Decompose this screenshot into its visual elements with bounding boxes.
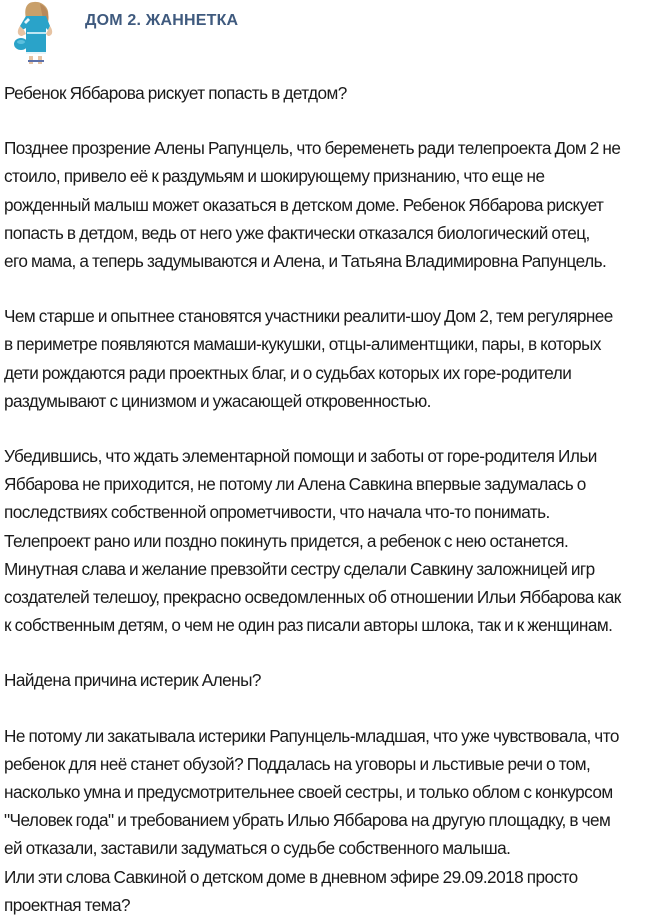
text-line: проектная тема? <box>4 894 131 915</box>
text-line: его мама, а теперь задумываются и Алена, и Татьяна Владимировна Рапунцель. <box>4 251 607 272</box>
text-line: раздумывают с цинизмом и ужасающей откровенностью. <box>4 390 431 411</box>
text-line: стоило, привело её к раздумьям и шокирующему признанию, что еще не <box>4 166 545 187</box>
post-header <box>0 0 670 70</box>
text-line: Или эти слова Савкиной о детском доме в дневном эфире 29.09.2018 просто <box>4 866 578 887</box>
text-line: к собственным детям, о чем не один раз писали авторы шлока, так и к женщинам. <box>4 615 613 636</box>
text-line: "Человек года" и требованием убрать Илью Яббарова на другую площадку, в чем <box>4 810 611 831</box>
text-line: создателей телешоу, прекрасно осведомленных об отношении Ильи Яббарова как <box>4 587 621 608</box>
text-line: дети рождаются ради проектных благ, и о судьбах которых их горе-родители <box>4 362 572 383</box>
text-line: в периметре появляются мамаши-кукушки, отцы-алиментщики, пары, в которых <box>4 334 601 355</box>
text-line: Яббарова не приходится, не потому ли Алена Савкина впервые задумалась о <box>4 474 586 495</box>
text-line: рожденный малыш может оказаться в детском доме. Ребенок Яббарова рискует <box>4 194 604 215</box>
post-paragraph <box>4 134 668 275</box>
text-line: Убедившись, что ждать элементарной помощи и заботы от горе-родителя Ильи <box>4 446 597 467</box>
text-line: Ребенок Яббарова рискует попасть в детдом? <box>4 83 347 103</box>
text-line: последствиях собственной опрометчивости, что начала что-то понимать. <box>4 502 550 523</box>
text-line: Не потому ли закатывала истерики Рапунцель-младшая, что уже чувствовала, что <box>4 725 619 746</box>
post-text <box>4 79 668 919</box>
text-line: Минутная слава и желание превзойти сестру сделали Савкину заложницей игр <box>4 558 595 579</box>
text-line: насколько умна и предусмотрительнее своей сестры, и только облом с конкурсом <box>4 782 613 803</box>
text-line: Позднее прозрение Алены Рапунцель, что беременеть ради телепроекта Дом 2 не <box>4 138 621 159</box>
post-paragraph <box>4 302 668 415</box>
post-heading-question <box>4 79 668 107</box>
text-line: Телепроект рано или поздно покинуть придется, а ребенок с нею останется. <box>4 530 569 551</box>
text-line: ей отказали, заставили задуматься о судьбе собственного малыша. <box>4 838 511 859</box>
avatar-girl-icon <box>12 0 60 66</box>
text-line: попасть в детдом, ведь от него уже фактически отказался биологический отец, <box>4 222 590 243</box>
group-name-link[interactable]: ДОМ 2. ЖАННЕТКА <box>85 12 239 29</box>
text-line: ребенок для неё станет обузой? Поддалась на уговоры и льстивые речи о том, <box>4 753 591 774</box>
text-line: Чем старше и опытнее становятся участники реалити-шоу Дом 2, тем регулярнее <box>4 306 613 327</box>
group-avatar[interactable] <box>12 0 60 66</box>
post-paragraph <box>4 442 668 639</box>
post-subheading-question <box>4 666 668 694</box>
post-paragraph <box>4 722 668 919</box>
text-line: Найдена причина истерик Алены? <box>4 670 261 691</box>
